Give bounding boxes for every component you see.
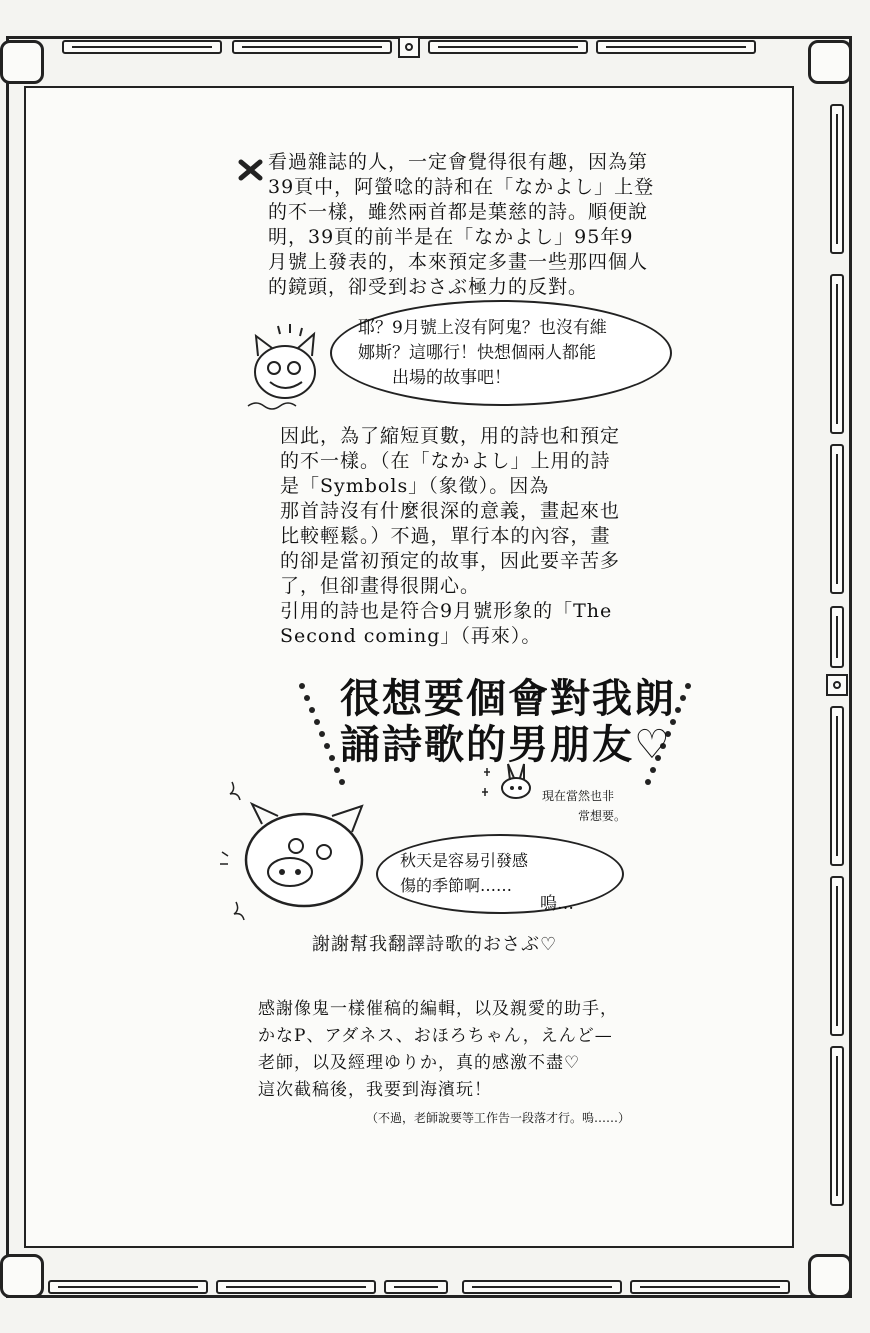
cross-mark-icon	[238, 158, 264, 182]
frame-rail-top-3	[428, 40, 588, 54]
rabbit-doodle	[478, 758, 538, 804]
speech-bubble-cat	[330, 300, 672, 406]
frame-rail-right-2	[830, 274, 844, 434]
thanks-translator-line: 謝謝幫我翻譯詩歌的おさぶ♡	[312, 934, 558, 955]
frame-corner-top-left	[0, 40, 44, 84]
frame-rail-bottom-2	[216, 1280, 376, 1294]
pig-face-doodle	[212, 776, 382, 926]
frame-rail-bottom-4	[462, 1280, 622, 1294]
intro-paragraph: 看過雜誌的人，一定會覺得很有趣，因為第 39頁中，阿螢唸的詩和在「なかよし」上登 的不一樣，雖然兩首都是葉慈的詩。順便說 明，39頁的前半是在「なかよし」95年9 月號上發表的，本來預定多畫一些那四個人 的鏡頭，卻受到おさぶ極力的反對。	[268, 151, 655, 298]
frame-rail-right-1	[830, 104, 844, 254]
frame-rail-right-5	[830, 706, 844, 866]
frame-rail-top-1	[62, 40, 222, 54]
frame-rail-right-4	[830, 606, 844, 668]
frame-rail-right-3	[830, 444, 844, 594]
speech-bubble-pig-sob: 嗚…	[540, 894, 574, 914]
speech-bubble-cat-text: 耶？9月號上沒有阿鬼？也沒有維 娜斯？這哪行！快想個兩人都能 出場的故事吧！	[358, 318, 607, 388]
rabbit-note: 現在當然也非 常想要。	[542, 789, 627, 823]
frame-rail-top-4	[596, 40, 756, 54]
frame-corner-top-right	[808, 40, 852, 84]
cat-face-doodle	[240, 322, 336, 414]
frame-knot-right	[826, 674, 848, 696]
frame-rail-top-2	[232, 40, 392, 54]
poem-paragraph: 因此，為了縮短頁數，用的詩也和預定 的不一樣。（在「なかよし」上用的詩 是「Symbols」（象徵）。因為 那首詩沒有什麼很深的意義，畫起來也 比較輕鬆。）不過，單行本的內容，畫 的卻是當初預定的故事，因此要辛苦多 了，但卻畫得很開心。 引用的詩也是符合9月號形象的「The Second coming」（再來）。	[280, 425, 621, 647]
frame-rail-bottom-3	[384, 1280, 448, 1294]
speech-bubble-pig-text: 秋天是容易引發感 傷的季節啊……	[400, 851, 529, 895]
speech-bubble-pig	[376, 834, 624, 914]
frame-corner-bottom-right	[808, 1254, 852, 1298]
footnote: （不過，老師說要等工作告一段落才行。嗚……）	[366, 1111, 631, 1125]
frame-rail-bottom-5	[630, 1280, 790, 1294]
frame-rail-bottom-1	[48, 1280, 208, 1294]
headline-text: 很想要個會對我朗 誦詩歌的男朋友♡	[340, 676, 676, 768]
frame-knot-top	[398, 36, 420, 58]
frame-rail-right-6	[830, 876, 844, 1036]
frame-corner-bottom-left	[0, 1254, 44, 1298]
frame-rail-right-7	[830, 1046, 844, 1206]
acknowledgements-paragraph: 感謝像鬼一樣催稿的編輯，以及親愛的助手， かなP、アダネス、おほろちゃん，えんど— 老師，以及經理ゆりか，真的感激不盡♡ 這次截稿後，我要到海濱玩！	[258, 999, 618, 1100]
